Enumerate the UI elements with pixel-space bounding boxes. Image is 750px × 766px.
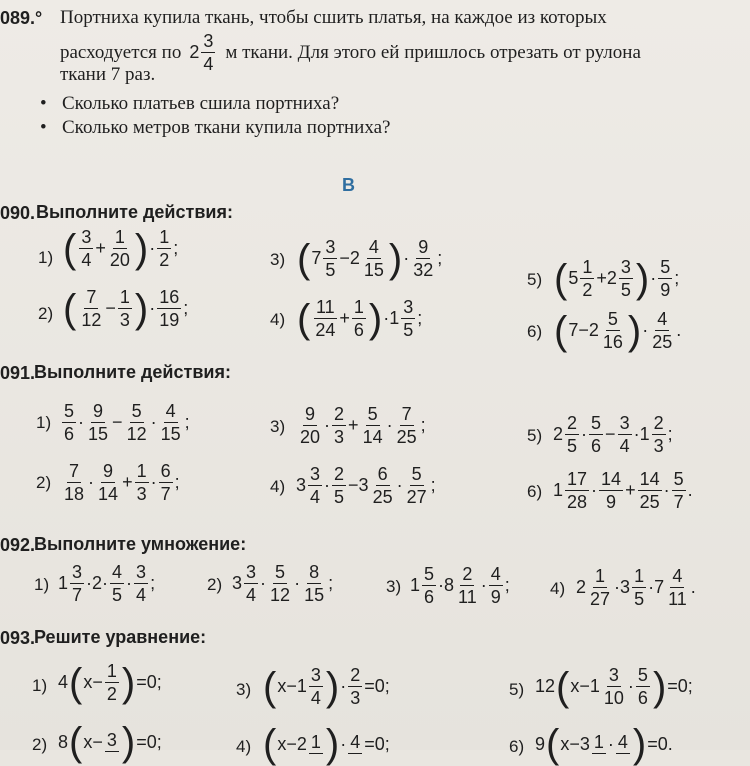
- p1093-expr-5: 12 ( x−1 3 10 · 5 6 ) =0;: [535, 664, 693, 709]
- problem-1089-line3: ткани 7 раз.: [60, 64, 156, 85]
- p1093-expr-2: 8 ( x− 3 ) =0;: [58, 720, 162, 764]
- fabric-per-dress: [189, 32, 217, 73]
- p1090-expr-2: ( 7 12 − 1 3 ) · 16 19 ;: [63, 286, 189, 331]
- mixed-den: 4: [203, 54, 214, 74]
- p1091-label-4: 4): [270, 477, 286, 496]
- p1093-expr-6: 9 ( x−3 1 · 4 ) =0.: [535, 722, 673, 766]
- p1093-expr-4: ( x−2 1 ) · 4 =0;: [263, 722, 390, 766]
- p1090-label-3: 3): [270, 250, 286, 269]
- p1090-expr-6: ( 7−2 5 16 ) · 4 25 .: [554, 308, 682, 353]
- problem-1092-title: Выполните умножение:: [34, 534, 247, 554]
- p1090-label-2: 2): [38, 304, 54, 323]
- p1093-label-1: 1): [32, 676, 48, 695]
- p1091-expr-1: 5 6 · 9 15 − 5 12 · 4 15 ;: [64, 401, 190, 444]
- p1091-expr-4: 3 3 4 · 2 5 −3 6 25 · 5 27 ;: [296, 464, 436, 507]
- p1091-expr-5: 2 2 5 · 5 6 − 3 4 ·1 2 3 ;: [553, 413, 673, 456]
- p1093-label-3: 3): [236, 680, 252, 699]
- p1090-expr-1: ( 3 4 + 1 20 ) · 1 2 ;: [63, 226, 179, 271]
- p1090-expr-3: ( 7 3 5 −2 4 15 ) · 9 32 ;: [297, 236, 443, 281]
- p1092-label-4: 4): [550, 579, 566, 598]
- p1090-label-6: 6): [527, 322, 543, 341]
- mixed-whole: 2: [189, 42, 200, 62]
- problem-1089-line1: Портниха купила ткань, чтобы сшить платья, на каждое из которых: [60, 7, 607, 28]
- p1092-expr-3: 1 5 6 ·8 2 11 · 4 9 ;: [410, 564, 510, 607]
- p1093-expr-3: ( x−1 3 4 ) · 2 3 =0;: [263, 664, 390, 709]
- p1092-label-1: 1): [34, 575, 50, 594]
- p1091-label-2: 2): [36, 473, 52, 492]
- p1091-label-6: 6): [527, 482, 543, 501]
- question-1: • Сколько платьев сшила портниха?: [62, 93, 339, 115]
- p1090-label-4: 4): [270, 310, 286, 329]
- problem-1090-number: 090.: [0, 203, 36, 223]
- p1092-label-3: 3): [386, 577, 402, 596]
- problem-1089-number: 089.°: [0, 8, 43, 28]
- p1092-label-2: 2): [207, 575, 223, 594]
- p1092-expr-2: 3 3 4 · 5 12 · 8 15 ;: [232, 562, 334, 605]
- p1091-label-5: 5): [527, 426, 543, 445]
- problem-1089-line2b: м ткани. Для этого ей пришлось отрезать от рулона: [225, 41, 641, 63]
- p1093-label-2: 2): [32, 735, 48, 754]
- p1091-label-3: 3): [270, 417, 286, 436]
- p1091-expr-6: 1 17 28 · 14 9 + 14 25 · 5 7 .: [553, 469, 693, 512]
- question-2: • Сколько метров ткани купила портниха?: [62, 117, 390, 139]
- problem-1093-number: 093.: [0, 628, 36, 648]
- p1093-expr-1: 4 ( x− 1 2 ) =0;: [58, 660, 162, 705]
- p1090-label-1: 1): [38, 248, 54, 267]
- p1092-expr-1: 1 3 7 ·2· 4 5 · 3 4 ;: [58, 562, 156, 605]
- p1090-expr-5: ( 5 1 2 +2 3 5 ) · 5 9 ;: [554, 256, 680, 301]
- problem-1090-title: Выполните действия:: [36, 202, 233, 222]
- p1090-label-5: 5): [527, 270, 543, 289]
- p1093-label-4: 4): [236, 737, 252, 756]
- mixed-num: 3: [203, 31, 214, 51]
- p1093-label-6: 6): [509, 737, 525, 756]
- problem-1091-title: Выполните действия:: [34, 362, 231, 382]
- p1091-label-1: 1): [36, 413, 52, 432]
- p1092-expr-4: 2 1 27 ·3 1 5 ·7 4 11 .: [576, 566, 696, 609]
- p1091-expr-2: 7 18 · 9 14 + 1 3 · 6 7 ;: [64, 461, 180, 504]
- p1090-expr-4: ( 11 24 + 1 6 ) ·1 3 5 ;: [297, 296, 423, 341]
- problem-1093-title: Решите уравнение:: [34, 627, 207, 647]
- p1091-expr-3: 9 20 · 2 3 + 5 14 · 7 25 ;: [300, 404, 426, 447]
- section-letter: В: [342, 175, 355, 195]
- p1093-label-5: 5): [509, 680, 525, 699]
- problem-1089-line2a: расходуется по: [60, 41, 182, 63]
- problem-1091-number: 091.: [0, 363, 36, 383]
- problem-1092-number: 092.: [0, 535, 36, 555]
